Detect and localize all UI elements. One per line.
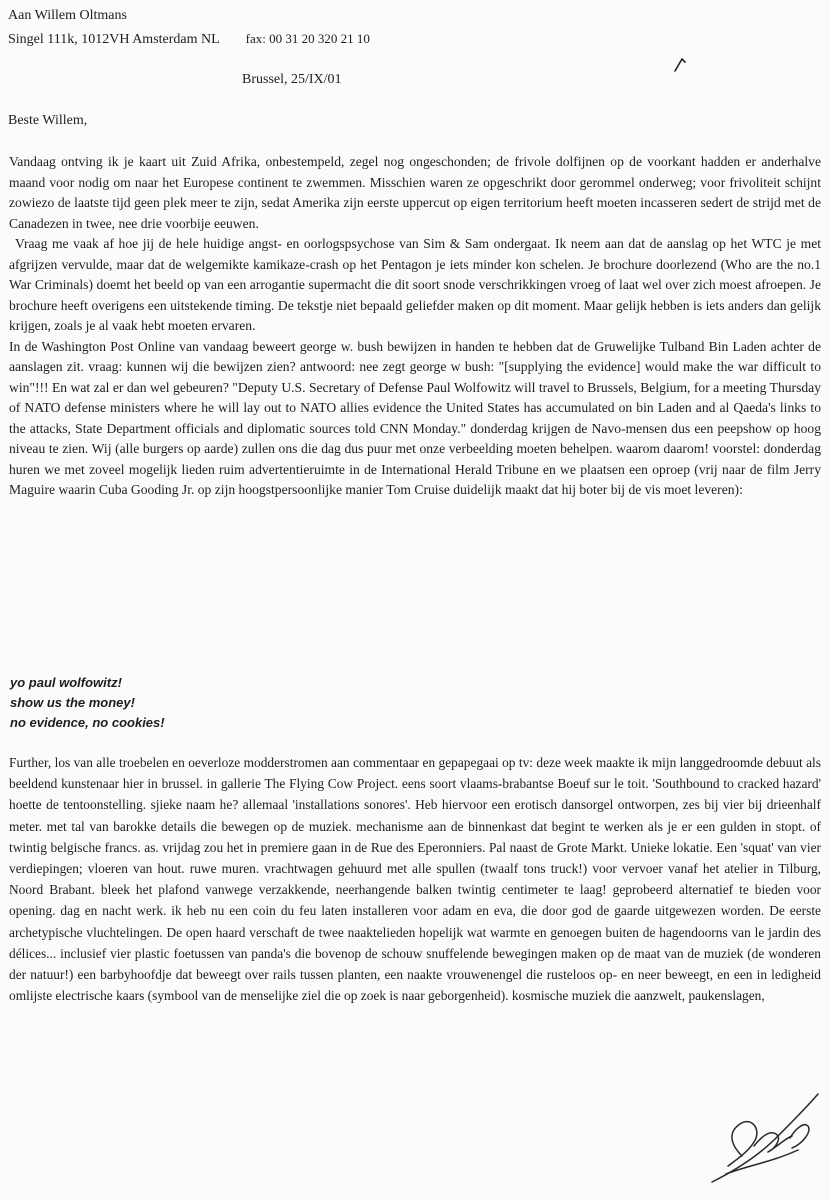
paragraph: Vandaag ontving ik je kaart uit Zuid Afrika, onbestempeld, zegel nog ongeschonden; de frivole dolfijnen op de voorkant hadden er anderhalve maand voor nodig om naar het Europese continent te zwemmen. Misschien waren ze opgeschrikt door gerommel onderweg; voor frivoliteit schijnt zowiezo de laatste tijd geen plek meer te zijn, sedat Amerika zijn eerste uppercut op eigen territorium heeft moeten incasseren sedert de strijd met de Canadezen in twee, nee drie voorbije eeuwen. — [9, 154, 821, 231]
recipient-name: Aan Willem Oltmans — [8, 8, 127, 23]
paragraph: In de Washington Post Online van vandaag beweert george w. bush bewijzen in handen te hebben dat de Gruwelijke Tulband Bin Laden achter de aanslagen zit. vraag: kunnen wij die bewijzen zien? antwoord: nee zegt george w bush: "[supplying the evidence] would make the war difficult to win"!!! En wat zal er dan wel gebeuren? "Deputy U.S. Secretary of Defense Paul Wolfowitz will travel to Brussels, Belgium, for a meeting Thursday of NATO defense ministers where he will lay out to NATO allies evidence the United States has accumulated on bin Laden and al Qaeda's links to the attacks, State Department officials and diplomatic sources told CNN Monday." donderdag krijgen de Navo-mensen dus een peepshow op hoog niveau te zien. Wij (alle burgers op aarde) zullen ons die dag dus puur met onze verbeelding moeten behelpen. waarom daarom! voorstel: donderdag huren we met zoveel mogelijk lieden ruim advertentieruimte in de International Herald Tribune en we plaatsen een oproep (vrij naar de film Jerry Maguire waarin Cuba Gooding Jr. op zijn hoogstpersoonlijke manier Tom Cruise duidelijk maakt dat hij boter bij de vis moet leveren): — [9, 338, 821, 497]
slogan-line: show us the money! — [10, 695, 135, 710]
street-address: Singel 111k, 1012VH Amsterdam NL — [8, 32, 220, 47]
paragraph: Vraag me vaak af hoe jij de hele huidige angst- en oorlogspsychose van Sim & Sam ondergaat. Ik neem aan dat de aanslag op het WTC je met afgrijzen vervulde, maar dat de welgemikte kamikaze-crash op het Pentagon je iets minder kon schelen. Je brochure doorlezend (Who are the no.1 War Criminals) doemt het beeld op van een arrogantie supermacht die dit soort snode verschrikkingen vroeg of laat wel over zich moest afroepen. Je brochure heeft overigens een uitstekende timing. De tekstje niet bepaald geliefder maken op dit moment. Maar gelijk hebben is iets anders dan gelijk krijgen, zoals je al vaak hebt moeten ervaren. — [9, 236, 821, 333]
slogan-line: no evidence, no cookies! — [10, 715, 165, 730]
address-block — [8, 4, 370, 51]
salutation: Beste Willem, — [8, 113, 88, 128]
slogan-block — [10, 673, 165, 733]
signature-icon — [706, 1086, 826, 1192]
letter-body-part2 — [9, 752, 821, 1006]
fax-number: fax: 00 31 20 320 21 10 — [245, 31, 370, 46]
recipient-address-line — [8, 27, 370, 51]
letter-body-part1 — [9, 152, 821, 501]
letter-date: Brussel, 25/IX/01 — [242, 72, 342, 87]
slogan-line: yo paul wolfowitz! — [10, 675, 122, 690]
pen-mark-icon — [672, 54, 688, 74]
paragraph: Further, los van alle troebelen en oeverloze modderstromen aan commentaar en gepapegaai op tv: deze week maakte ik mijn langgedroomde debuut als beeldend kunstenaar hier in brussel. in gallerie The Flying Cow Project. eens soort vlaams-brabantse Boeuf sur le toit. 'Southbound to cracked hazard' hoette de tentoonstelling. sjieke naam he? allemaal 'installations sonores'. Heb hiervoor een erotisch dansorgel ontworpen, zes bij vier bij drieenhalf meter. met tal van barokke details die bewegen op de muziek. mechanisme aan de binnenkast dat begint te werken als je er een gulden in stopt. of twintig belgische francs. as. vrijdag zou het in premiere gaan in de Rue des Eperonniers. Pal naast de Grote Markt. Unieke lokatie. Een 'squat' van vier verdiepingen; vloeren van hout. ruwe muren. vrachtwagen gehuurd met alle spullen (twaalf tons truck!) voor vervoer vanaf het atelier in Tilburg, Noord Brabant. bleek het plafond vanwege verzakkende, neerhangende balken twintig centimeter te laag! geprobeerd alternatief te bieden voor opening. dag en nacht werk. ik heb nu een coin du feu laten installeren voor adam en eva, die door god de gaarde uitgewezen worden. De eerste archetypische vluchtelingen. De open haard verschaft de twee naaktelieden hopelijk wat warmte en genoegen buiten de hagendoorns van le jardin des délices... inclusief vier plastic foetussen van panda's die bovenop de schouw snuffelende bewegingen maken op de maat van de muziek (de wonderen der natuur!) een barbyhoofdje dat beweegt over rails tussen planten, een naakte vrouwenengel die rusteloos op- en neer beweegt, en een in ledigheid omlijste electrische kaars (symbool van de menselijke ziel die op zoek is naar geborgenheid). kosmische muziek die aanzwelt, paukenslagen, — [9, 755, 821, 1004]
